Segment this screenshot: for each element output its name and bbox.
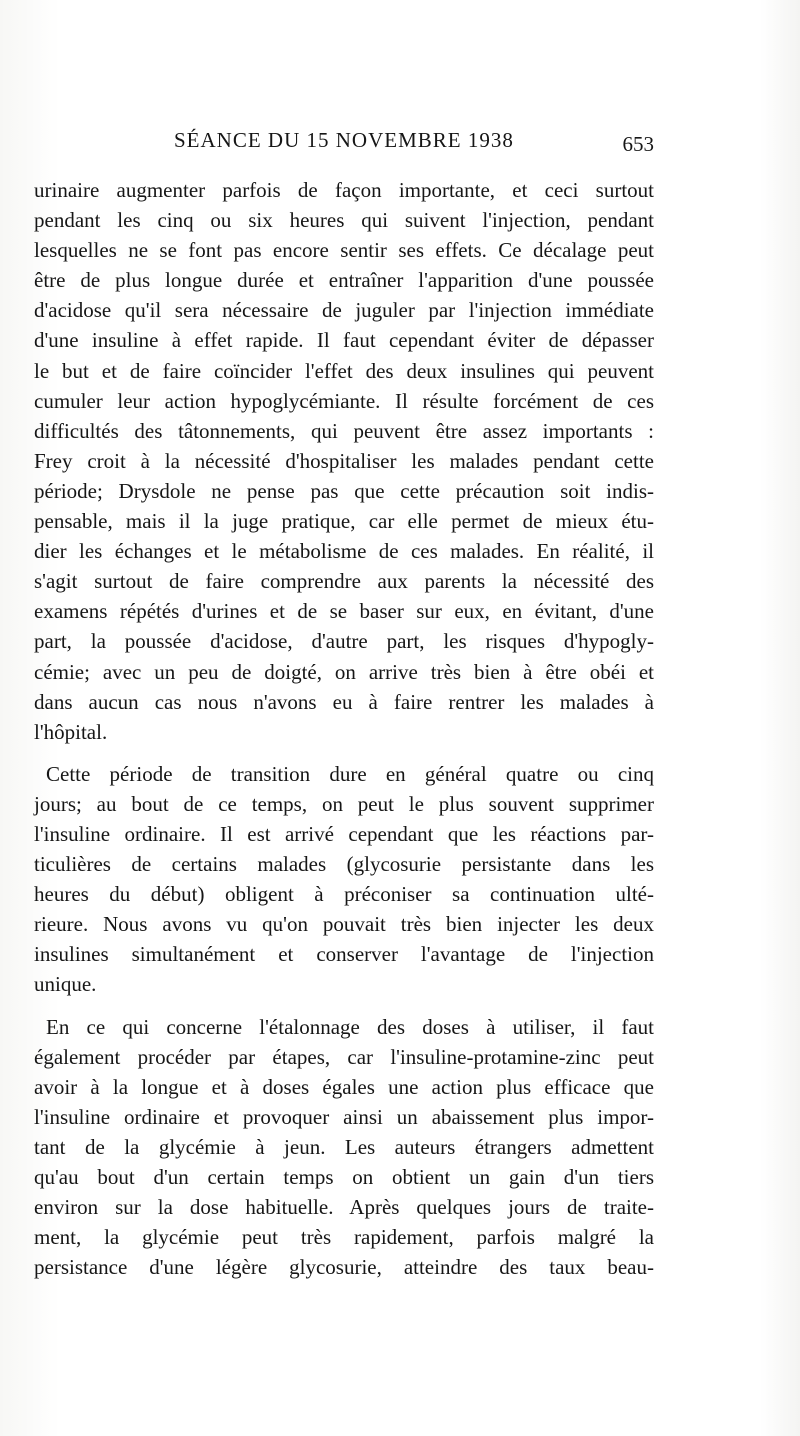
text-line: tant de la glycémie à jeun. Les auteurs étrangers admettent [34, 1134, 654, 1159]
text-line: part, la poussée d'acidose, d'autre part, les risques d'hypogly- [34, 629, 654, 654]
text-line: examens répétés d'urines et de se baser sur eux, en évitant, d'une [34, 599, 654, 624]
text-line: l'insuline ordinaire et provoquer ainsi un abaissement plus impor- [34, 1104, 654, 1129]
text-line: rieure. Nous avons vu qu'on pouvait très bien injecter les deux [34, 912, 654, 937]
text-line: difficultés des tâtonnements, qui peuvent être assez importants : [34, 418, 654, 443]
text-line: d'une insuline à effet rapide. Il faut cependant éviter de dépasser [34, 328, 654, 353]
text-line: environ sur la dose habituelle. Après quelques jours de traite- [34, 1195, 654, 1220]
text-line: période; Drysdole ne pense pas que cette précaution soit indis- [34, 478, 654, 503]
text-line: cumuler leur action hypoglycémiante. Il résulte forcément de ces [34, 388, 654, 413]
text-line: pendant les cinq ou six heures qui suivent l'injection, pendant [34, 208, 654, 233]
text-line: l'insuline ordinaire. Il est arrivé cependant que les réactions par- [34, 821, 654, 846]
page-header [34, 128, 654, 160]
text-line: ticulières de certains malades (glycosurie persistante dans les [34, 852, 654, 877]
text-line: ment, la glycémie peut très rapidement, parfois malgré la [34, 1225, 654, 1250]
text-line: pensable, mais il la juge pratique, car elle permet de mieux étu- [34, 509, 654, 534]
text-line: qu'au bout d'un certain temps on obtient un gain d'un tiers [34, 1165, 654, 1189]
text-line: jours; au bout de ce temps, on peut le plus souvent supprimer [34, 791, 654, 816]
page-number: 653 [622, 132, 654, 156]
text-line: heures du début) obligent à préconiser sa continuation ulté- [34, 882, 654, 907]
running-head: SÉANCE DU 15 NOVEMBRE 1938 [174, 128, 514, 152]
text-line: urinaire augmenter parfois de façon importante, et ceci surtout [34, 178, 654, 202]
text-line: le but et de faire coïncider l'effet des deux insulines qui peuvent [34, 358, 654, 383]
paragraph-gap [34, 1000, 654, 1012]
text-line: unique. [34, 972, 97, 997]
text-line: lesquelles ne se font pas encore sentir ses effets. Ce décalage peut [34, 238, 654, 263]
text-line: cémie; avec un peu de doigté, on arrive très bien à être obéi et [34, 659, 654, 684]
text-line: avoir à la longue et à doses égales une action plus efficace que [34, 1074, 654, 1099]
paragraph [34, 175, 654, 747]
text-line: l'hôpital. [34, 719, 108, 744]
text-line: être de plus longue durée et entraîner l'apparition d'une poussée [34, 268, 654, 293]
text-line: d'acidose qu'il sera nécessaire de juguler par l'injection immédiate [34, 298, 654, 323]
paragraph-gap [34, 747, 654, 759]
paragraph [34, 759, 654, 1000]
text-line: persistance d'une légère glycosurie, atteindre des taux beau- [34, 1255, 654, 1280]
text-line: dans aucun cas nous n'avons eu à faire rentrer les malades à [34, 689, 654, 714]
text-line: En ce qui concerne l'étalonnage des doses à utiliser, il faut [46, 1014, 654, 1039]
text-line: Frey croit à la nécessité d'hospitaliser les malades pendant cette [34, 448, 654, 473]
body-text [34, 175, 654, 1282]
text-line: dier les échanges et le métabolisme de ces malades. En réalité, il [34, 539, 654, 564]
text-line: s'agit surtout de faire comprendre aux parents la nécessité des [34, 569, 654, 594]
text-line: Cette période de transition dure en général quatre ou cinq [46, 761, 654, 786]
text-line: insulines simultanément et conserver l'avantage de l'injection [34, 942, 654, 967]
text-line: également procéder par étapes, car l'insuline-protamine-zinc peut [34, 1044, 654, 1069]
paragraph [34, 1012, 654, 1283]
